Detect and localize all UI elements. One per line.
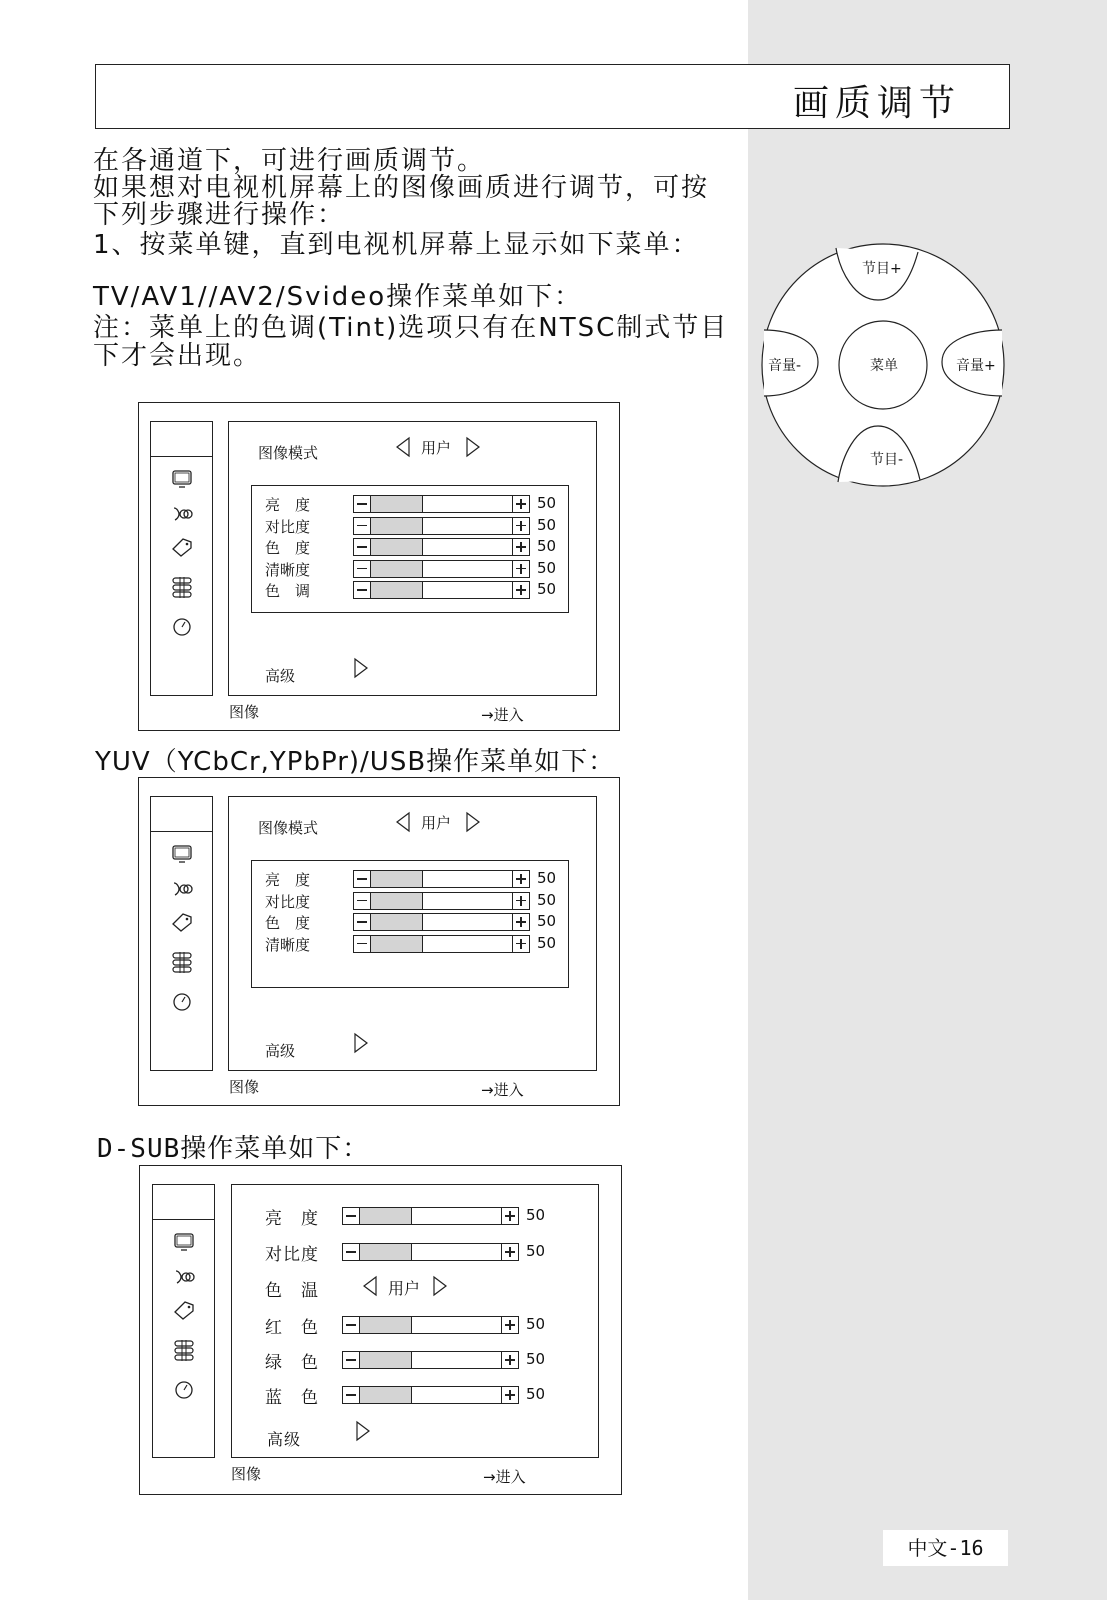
decrease-button[interactable]	[342, 1316, 360, 1334]
slider-track[interactable]	[371, 913, 512, 931]
setting-label: 亮 度	[265, 871, 311, 889]
volume-up-label: 音量+	[956, 358, 996, 374]
decrease-button[interactable]	[342, 1207, 360, 1225]
level-value: 50	[537, 890, 557, 909]
picture-mode-label: 图像模式	[258, 819, 319, 837]
picture-mode-value: 用户	[421, 439, 452, 457]
menu-panel	[228, 796, 597, 1071]
decrease-button[interactable]	[353, 538, 371, 556]
intro-line-2: 如果想对电视机屏幕上的图像画质进行调节，可按	[93, 173, 710, 203]
decrease-button[interactable]	[353, 935, 371, 953]
setting-label: 色 温	[265, 1281, 319, 1301]
slider-track[interactable]	[360, 1243, 501, 1261]
advanced-arrow-icon[interactable]	[353, 657, 369, 679]
footer-enter-hint: →进入	[483, 1468, 526, 1486]
menu-dsub-frame	[139, 1165, 622, 1495]
adjustment-list	[251, 860, 569, 988]
adjustment-list	[251, 485, 569, 613]
remote-control-diagram	[760, 242, 1006, 488]
setting-label: 亮 度	[265, 496, 311, 514]
slider-track[interactable]	[371, 892, 512, 910]
level-slider[interactable]	[342, 1350, 546, 1369]
slider-fill	[371, 871, 423, 887]
arrow-left-icon[interactable]	[362, 1275, 378, 1297]
slider-fill	[371, 518, 423, 534]
picture-mode-selector[interactable]	[395, 811, 485, 833]
slider-track[interactable]	[371, 538, 512, 556]
level-slider[interactable]	[353, 890, 557, 910]
level-slider[interactable]	[342, 1385, 546, 1404]
footer-picture-label: 图像	[229, 703, 260, 721]
level-value: 50	[537, 933, 557, 952]
menu-tv-frame	[138, 402, 620, 731]
slider-fill	[371, 936, 423, 952]
setting-label: 亮 度	[265, 1209, 319, 1229]
setting-label: 色 度	[265, 914, 311, 932]
level-slider[interactable]	[353, 494, 557, 513]
title-box	[95, 64, 1010, 129]
increase-button[interactable]	[501, 1351, 519, 1369]
decrease-button[interactable]	[342, 1351, 360, 1369]
advanced-label[interactable]: 高级	[265, 667, 296, 685]
setting-label: 色 度	[265, 539, 311, 557]
note-line-1: 注：菜单上的色调(Tint)选项只有在NTSC制式节目	[93, 313, 729, 343]
slider-fill	[360, 1387, 412, 1403]
setting-label: 色 调	[265, 582, 311, 600]
footer-picture-label: 图像	[229, 1078, 260, 1096]
decrease-button[interactable]	[353, 517, 371, 535]
slider-fill	[371, 539, 423, 555]
setting-label: 清晰度	[265, 560, 311, 579]
increase-button[interactable]	[512, 913, 530, 931]
menu-panel	[228, 421, 597, 696]
slider-track[interactable]	[371, 495, 512, 513]
level-slider[interactable]	[353, 869, 557, 888]
increase-button[interactable]	[501, 1386, 519, 1404]
intro-line-4: 1、按菜单键，直到电视机屏幕上显示如下菜单：	[93, 230, 700, 260]
footer-enter-hint: →进入	[481, 706, 524, 724]
menu-icon-column	[150, 421, 213, 696]
footer-enter-hint: →进入	[481, 1081, 524, 1099]
slider-track[interactable]	[360, 1207, 501, 1225]
level-value: 50	[537, 494, 557, 512]
slider-fill	[360, 1317, 412, 1333]
level-value: 50	[526, 1242, 546, 1260]
level-slider[interactable]	[353, 912, 557, 931]
color-temp-value: 用户	[388, 1279, 421, 1298]
tv-heading: TV/AV1//AV2/Svideo操作菜单如下：	[93, 282, 583, 312]
tag-icon[interactable]	[169, 909, 195, 935]
dsub-heading: D-SUB操作菜单如下：	[97, 1134, 370, 1164]
slider-track[interactable]	[371, 935, 512, 953]
arrow-right-icon[interactable]	[465, 811, 481, 833]
slider-fill	[360, 1208, 412, 1224]
level-slider[interactable]	[353, 537, 557, 556]
footer-picture-label: 图像	[231, 1465, 262, 1483]
slider-fill	[371, 914, 423, 930]
decrease-button[interactable]	[353, 892, 371, 910]
slider-track[interactable]	[371, 517, 512, 535]
settings-icon[interactable]	[169, 949, 195, 975]
level-slider[interactable]	[342, 1206, 546, 1225]
slider-fill	[371, 496, 423, 512]
tv-icon[interactable]	[171, 1229, 197, 1255]
setting-label: 红 色	[265, 1318, 319, 1338]
sound-icon[interactable]	[169, 500, 195, 526]
level-slider[interactable]	[342, 1242, 546, 1261]
advanced-arrow-icon[interactable]	[353, 1032, 369, 1054]
advanced-arrow-icon[interactable]	[355, 1420, 371, 1442]
arrow-right-icon[interactable]	[465, 436, 481, 458]
slider-track[interactable]	[371, 560, 512, 578]
level-slider[interactable]	[353, 933, 557, 953]
sidebar-background	[748, 0, 1107, 1600]
level-slider[interactable]	[353, 580, 557, 599]
icon-column-header	[151, 422, 212, 457]
increase-button[interactable]	[501, 1243, 519, 1261]
slider-track[interactable]	[360, 1316, 501, 1334]
yuv-heading: YUV（YCbCr,YPbPr)/USB操作菜单如下：	[95, 747, 616, 777]
decrease-button[interactable]	[353, 581, 371, 599]
advanced-label[interactable]: 高级	[267, 1430, 302, 1449]
tag-icon[interactable]	[171, 1297, 197, 1323]
level-value: 50	[526, 1315, 546, 1333]
increase-button[interactable]	[512, 581, 530, 599]
menu-label: 菜单	[870, 358, 898, 374]
level-slider[interactable]	[342, 1315, 546, 1334]
channel-down-label: 节目-	[870, 452, 904, 468]
level-value: 50	[526, 1385, 546, 1403]
note-line-2: 下才会出现。	[93, 341, 262, 371]
picture-mode-selector[interactable]	[395, 436, 485, 458]
arrow-left-icon[interactable]	[395, 436, 411, 458]
decrease-button[interactable]	[342, 1243, 360, 1261]
increase-button[interactable]	[512, 870, 530, 888]
slider-fill	[360, 1244, 412, 1260]
decrease-button[interactable]	[353, 495, 371, 513]
setting-label: 对比度	[265, 1245, 319, 1265]
advanced-label[interactable]: 高级	[265, 1042, 296, 1060]
level-value: 50	[537, 558, 557, 577]
tv-icon[interactable]	[169, 466, 195, 492]
picture-mode-value: 用户	[421, 814, 452, 832]
icon-column-header	[151, 797, 212, 832]
increase-button[interactable]	[512, 560, 530, 578]
arrow-left-icon[interactable]	[395, 811, 411, 833]
decrease-button[interactable]	[353, 913, 371, 931]
clock-icon[interactable]	[171, 1377, 197, 1403]
setting-label: 绿 色	[265, 1353, 319, 1373]
decrease-button[interactable]	[342, 1386, 360, 1404]
sound-icon[interactable]	[171, 1263, 197, 1289]
sound-icon[interactable]	[169, 875, 195, 901]
slider-track[interactable]	[360, 1351, 501, 1369]
slider-track[interactable]	[371, 581, 512, 599]
increase-button[interactable]	[501, 1207, 519, 1225]
increase-button[interactable]	[512, 935, 530, 953]
menu-yuv-frame	[138, 777, 620, 1106]
settings-icon[interactable]	[169, 574, 195, 600]
increase-button[interactable]	[512, 495, 530, 513]
level-value: 50	[537, 537, 557, 555]
decrease-button[interactable]	[353, 870, 371, 888]
menu-icon-column	[150, 796, 213, 1071]
setting-label: 清晰度	[265, 935, 311, 954]
channel-up-label: 节目+	[862, 261, 902, 277]
slider-fill	[371, 582, 423, 598]
clock-icon[interactable]	[169, 989, 195, 1015]
arrow-right-icon[interactable]	[432, 1275, 448, 1297]
decrease-button[interactable]	[353, 560, 371, 578]
level-value: 50	[537, 869, 557, 887]
settings-icon[interactable]	[171, 1337, 197, 1363]
increase-button[interactable]	[501, 1316, 519, 1334]
increase-button[interactable]	[512, 892, 530, 910]
menu-panel	[231, 1184, 599, 1458]
tag-icon[interactable]	[169, 534, 195, 560]
increase-button[interactable]	[512, 517, 530, 535]
slider-fill	[371, 561, 423, 577]
setting-label: 蓝 色	[265, 1388, 319, 1408]
slider-track[interactable]	[360, 1386, 501, 1404]
page-title: 画质调节	[792, 83, 961, 124]
clock-icon[interactable]	[169, 614, 195, 640]
picture-mode-label: 图像模式	[258, 444, 319, 462]
icon-column-header	[153, 1185, 214, 1220]
page-number: 中文-16	[883, 1530, 1008, 1566]
level-slider[interactable]	[353, 515, 557, 535]
intro-line-1: 在各通道下，可进行画质调节。	[93, 146, 486, 176]
level-value: 50	[537, 912, 557, 930]
menu-icon-column	[152, 1184, 215, 1458]
volume-down-label: 音量-	[768, 358, 802, 374]
slider-fill	[371, 893, 423, 909]
tv-icon[interactable]	[169, 841, 195, 867]
level-slider[interactable]	[353, 558, 557, 578]
level-value: 50	[537, 580, 557, 598]
level-value: 50	[526, 1206, 546, 1224]
slider-track[interactable]	[371, 870, 512, 888]
color-temp-selector[interactable]	[362, 1275, 452, 1297]
increase-button[interactable]	[512, 538, 530, 556]
intro-line-3: 下列步骤进行操作：	[93, 200, 346, 230]
level-value: 50	[537, 515, 557, 534]
setting-label: 对比度	[265, 892, 311, 911]
level-value: 50	[526, 1350, 546, 1368]
slider-fill	[360, 1352, 412, 1368]
setting-label: 对比度	[265, 517, 311, 536]
